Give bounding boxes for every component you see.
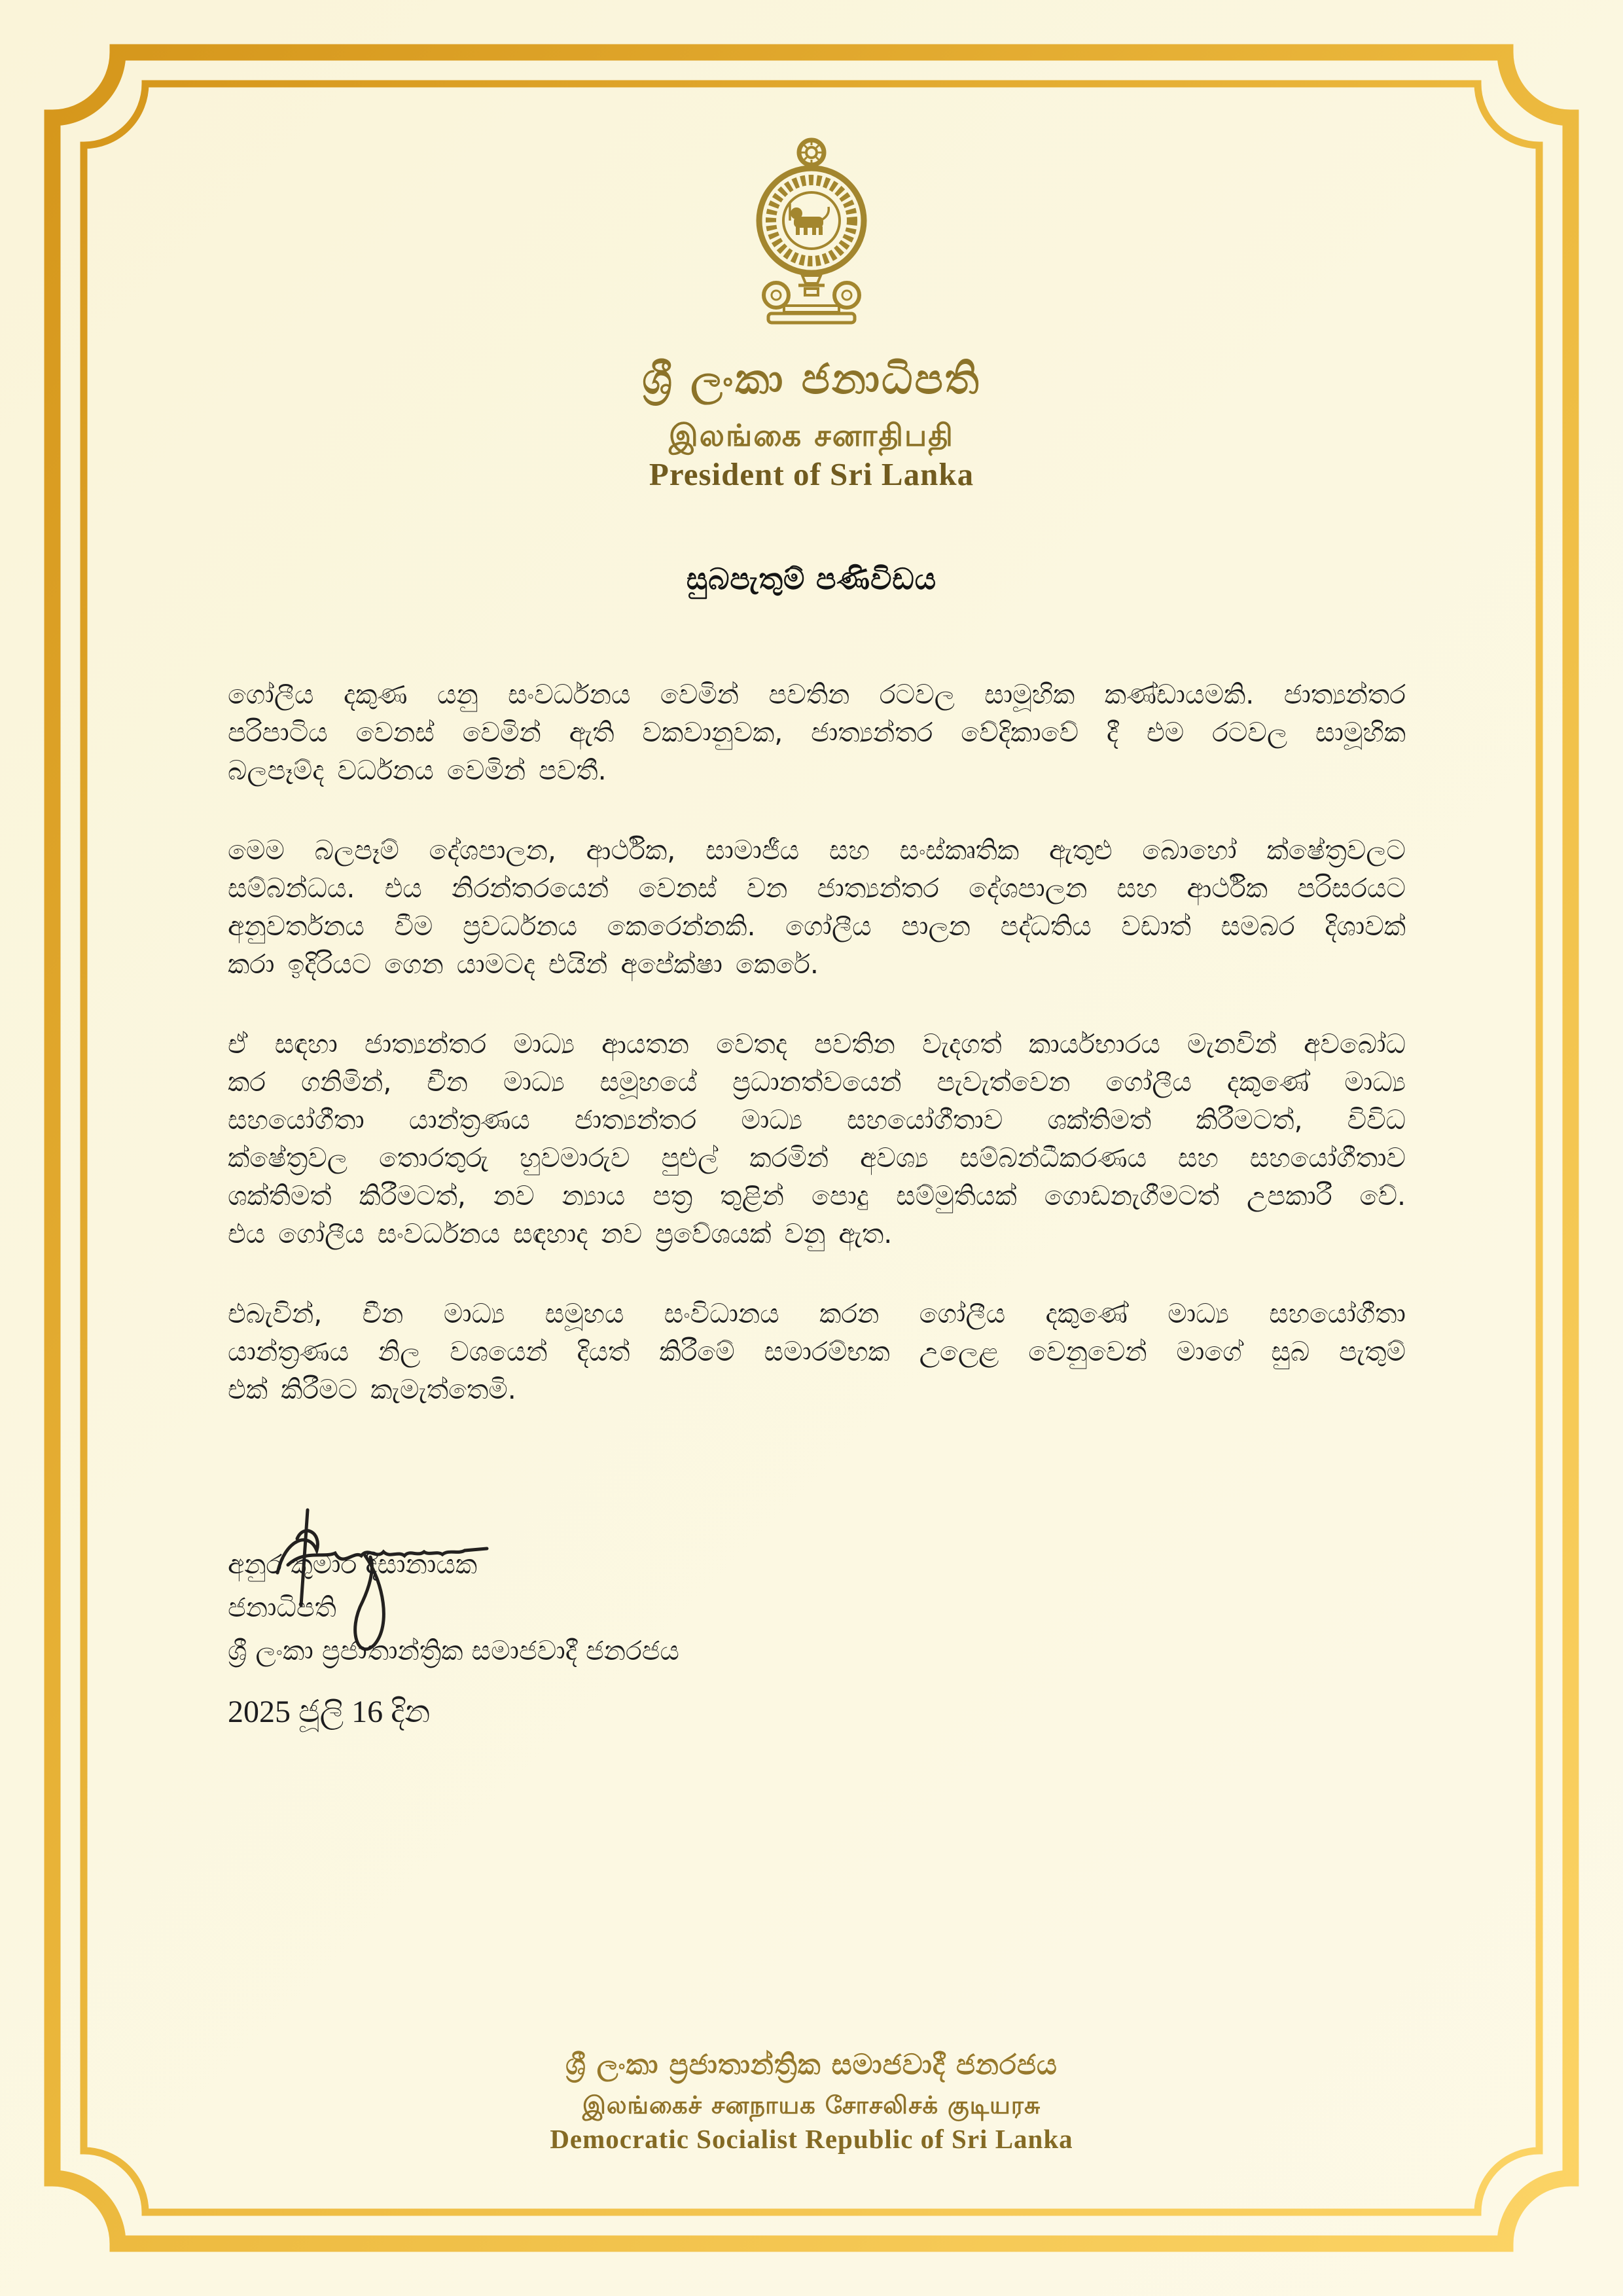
letterhead-title-sinhala: ශ්‍රී ලංකා ජනාධිපති	[642, 355, 981, 404]
paragraph	[228, 831, 1406, 983]
letterhead-title-english: President of Sri Lanka	[649, 456, 974, 492]
letterhead-title-tamil: இலங்கை சனாதிபதி	[669, 418, 954, 453]
body-line: එක් කිරීමට කැමැත්තෙමි.	[228, 1374, 516, 1405]
sri-lanka-emblem-icon	[746, 134, 877, 331]
signatory-title: ජනාධිපති	[228, 1592, 336, 1623]
signatory-name: අනුර කුමාර දිසානායක	[228, 1549, 478, 1580]
paragraph	[228, 1025, 1406, 1253]
footer-line-english: Democratic Socialist Republic of Sri Lanka	[550, 2124, 1073, 2154]
body-line: ශක්තිමත් කිරීමටත්, නව න්‍යාය පත්‍ර තුළින් පොදු සම්මුතියක් ගොඩනැගීමටත් උපකාරී වේ.	[228, 1180, 1406, 1211]
body-line: බලපෑම්ද වර්ධනය වෙමින් පවතී.	[228, 755, 607, 786]
letter-date: 2025 ජූලි 16 දින	[228, 1695, 431, 1729]
body-line: කර ගනිමින්, චීන මාධ්‍ය සමූහයේ ප්‍රධානත්වයෙන් පැවැත්වෙන ගෝලීය දකුණේ මාධ්‍ය	[228, 1066, 1406, 1098]
emblem-container	[0, 134, 1623, 332]
body-line: සම්බන්ධය. එය නිරන්තරයෙන් වෙනස් වන ජාත්‍යන්තර දේශපාලන සහ ආර්ථික පරිසරයට	[228, 872, 1406, 904]
body-line: ඒ සඳහා ජාත්‍යන්තර මාධ්‍ය ආයතන වෙතද පවතින වැදගත් කාර්යභාරය මැනවින් අවබෝධ	[228, 1028, 1406, 1060]
footer-line-sinhala: ශ්‍රී ලංකා ප්‍රජාතාන්ත්‍රික සමාජවාදී ජනරජය	[565, 2049, 1058, 2081]
body-line: යාන්ත්‍රණය නිල වශයෙන් දියත් කිරීමේ සමාරම්භක උලෙළ වෙනුවෙන් මාගේ සුබ පැතුම්	[228, 1336, 1406, 1367]
paragraph	[228, 1295, 1406, 1408]
body-line: එය ගෝලීය සංවර්ධනය සඳහාද නව ප්‍රවේශයක් වනු ඇත.	[228, 1218, 893, 1249]
body-line: කරා ඉදිරියට ගෙන යාමටද එයින් අපේක්ෂා කෙරේ.	[228, 948, 819, 980]
signature-block	[228, 1499, 948, 1715]
body-line: පරිපාටිය වෙනස් වෙමින් ඇති වකවානුවක, ජාත්‍යන්තර වේදිකාවේ දී එම රටවල සාමූහික	[228, 717, 1406, 748]
body-line: ගෝලීය දකුණ යනු සංවර්ධනය වෙමින් පවතින රටවල සාමූහික කණ්ඩායමකි. ජාත්‍යන්තර	[228, 679, 1406, 710]
paragraph	[228, 675, 1406, 789]
subject-line: සුබපැතුම් පණිවිඩය	[686, 562, 937, 596]
body-line: මෙම බලපෑම් දේශපාලන, ආර්ථික, සාමාජීය සහ සංස්කෘතික ඇතුළු බොහෝ ක්ෂේත්‍රවලට	[228, 834, 1406, 866]
body-line: සහයෝගීතා යාන්ත්‍රණය ජාත්‍යන්තර මාධ්‍ය සහයෝගීතාව ශක්තිමත් කිරීමටත්, විවිධ	[228, 1104, 1406, 1136]
body-line: ක්ෂේත්‍රවල තොරතුරු හුවමාරුව පුළුල් කරමින් අවශ්‍ය සම්බන්ධීකරණය සහ සහයෝගීතාව	[228, 1142, 1406, 1174]
body-line: අනුවර්තනය වීම ප්‍රවර්ධනය කෙරෙන්නකි. ගෝලීය පාලන පද්ධතිය වඩාත් සමබර දිශාවක්	[228, 910, 1406, 942]
body-line: එබැවින්, චීන මාධ්‍ය සමූහය සංවිධානය කරන ගෝලීය දකුණේ මාධ්‍ය සහයෝගීතා	[228, 1298, 1406, 1329]
signatory-organization: ශ්‍රී ලංකා ප්‍රජාතාන්ත්‍රික සමාජවාදී ජනරජය	[228, 1635, 680, 1666]
footer-line-tamil: இலங்கைச் சனநாயக சோசலிசக் குடியரசு	[582, 2091, 1041, 2119]
letter-body	[228, 675, 1406, 1408]
